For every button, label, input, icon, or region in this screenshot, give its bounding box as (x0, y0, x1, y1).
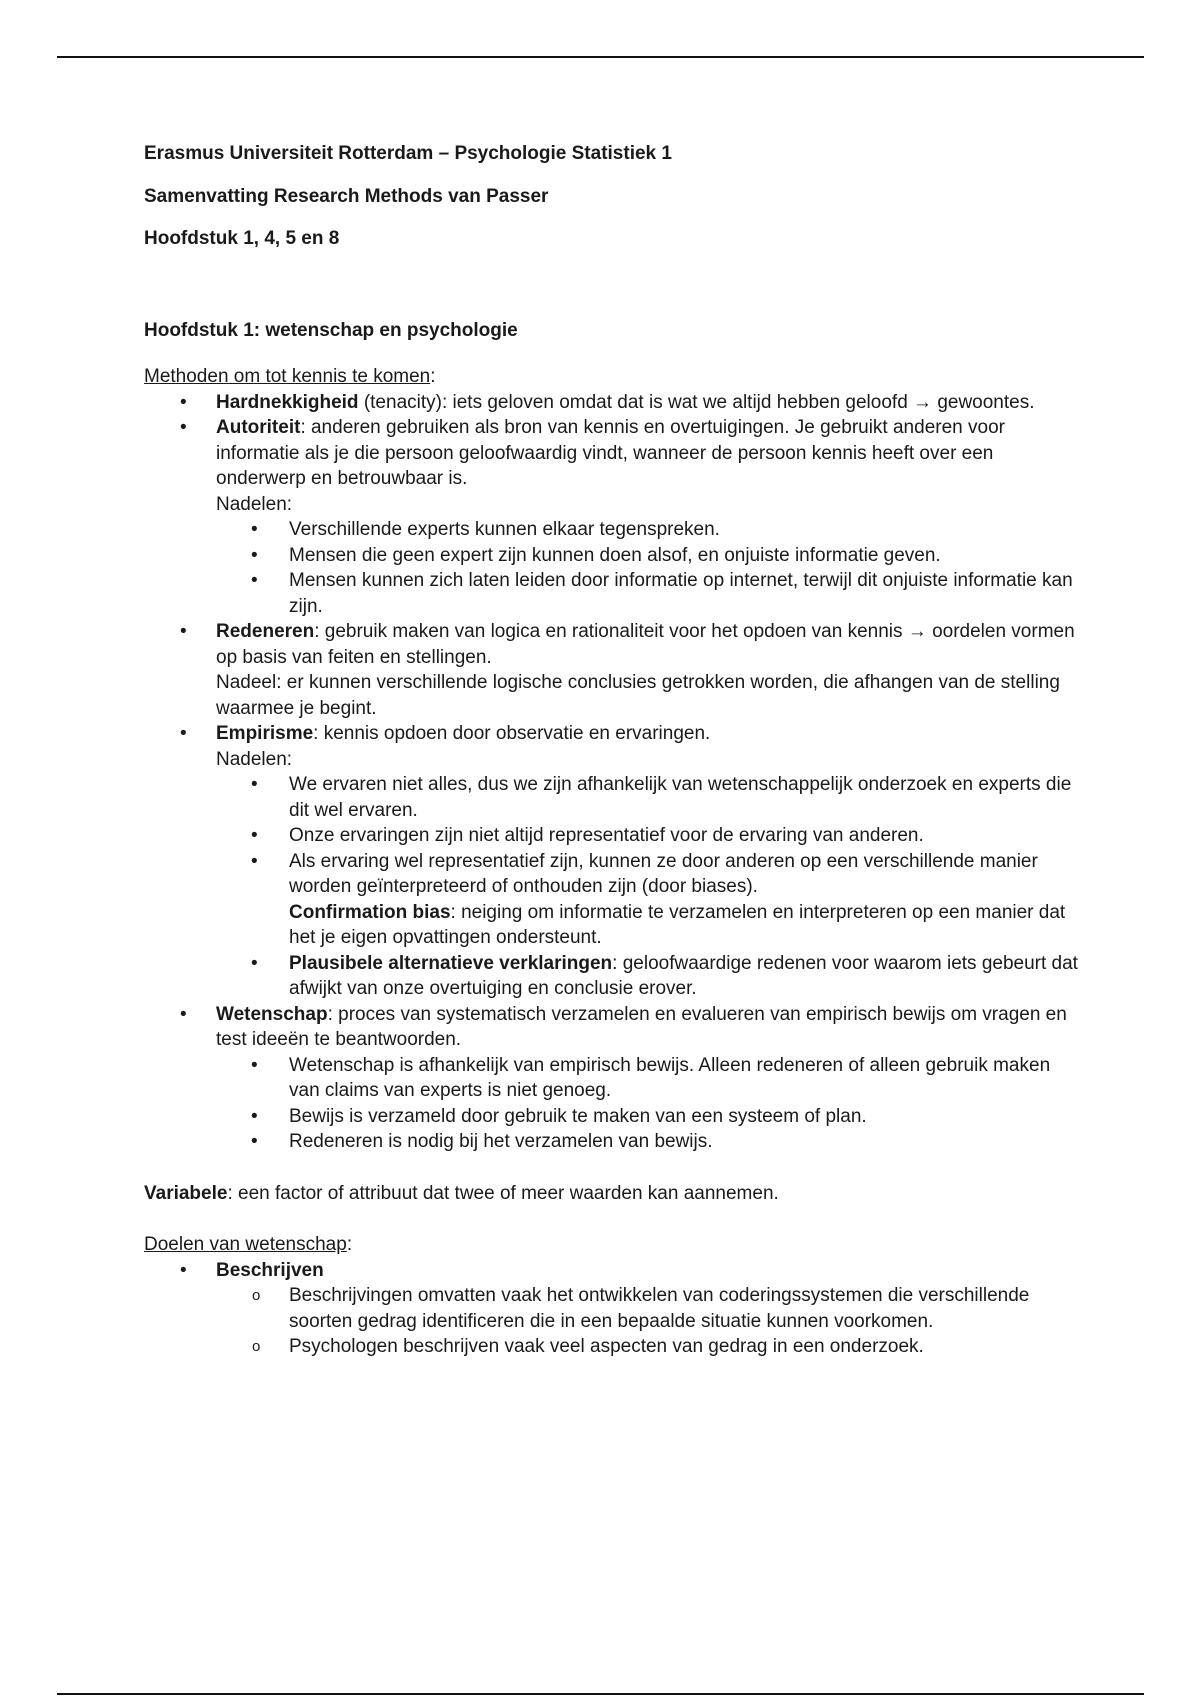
term-describe: Beschrijven (216, 1259, 324, 1281)
goals-heading-text: Doelen van wetenschap (144, 1234, 347, 1255)
text-plausible-alternatives: : geloofwaardige redenen voor waarom iets gebeurt dat afwijkt van onze overtuiging en conclusie erover. (289, 952, 1078, 999)
chapter-heading: Hoofdstuk 1: wetenschap en psychologie (144, 319, 518, 341)
list-item: • Verschillende experts kunnen elkaar tegenspreken. (216, 517, 1084, 543)
list-item (216, 849, 1084, 951)
empiricism-cons-label: Nadelen: (216, 748, 293, 770)
text-science: : proces van systematisch verzamelen en evalueren van empirisch bewijs om vragen en test ideeën te beantwoorden. (216, 1003, 1067, 1050)
term-confirmation-bias: Confirmation bias (289, 901, 451, 923)
methods-heading-text: Methoden om tot kennis te komen (144, 366, 431, 387)
list-item-describe (144, 1258, 1084, 1360)
term-authority: Autoriteit (216, 417, 301, 438)
list-item: o Beschrijvingen omvatten vaak het ontwikkelen van coderingssystemen die verschillende soorten gedrag identificeren die in een bepaalde situatie kunnen voorkomen. (216, 1283, 1084, 1334)
list-item: • Onze ervaringen zijn niet altijd representatief voor de ervaring van anderen. (216, 823, 1084, 849)
list-item: • Wetenschap is afhankelijk van empirisch bewijs. Alleen redeneren of alleen gebruik maken van claims van experts is niet genoeg. (216, 1053, 1084, 1104)
document-title-university: Erasmus Universiteit Rotterdam – Psychologie Statistiek 1 (144, 143, 672, 164)
document-body (144, 141, 1084, 1360)
term-reasoning: Redeneren (216, 621, 315, 642)
list-item: o Psychologen beschrijven vaak veel aspecten van gedrag in een onderzoek. (216, 1334, 1084, 1360)
list-item: • We ervaren niet alles, dus we zijn afhankelijk van wetenschappelijk onderzoek en experts die dit wel ervaren. (216, 772, 1084, 823)
methods-list (144, 390, 1084, 1155)
document-title-summary: Samenvatting Research Methods van Passer (144, 185, 549, 207)
authority-cons-list (216, 517, 1084, 619)
list-item: • Bewijs is verzameld door gebruik te maken van een systeem of plan. (216, 1104, 1084, 1130)
describe-points-list (216, 1283, 1084, 1360)
list-item-empiricism (144, 721, 1084, 1002)
text-authority: : anderen gebruiken als bron van kennis en overtuigingen. Je gebruikt anderen voor informatie als je die persoon geloofwaardig vindt, wanneer de persoon kennis heeft over een onderwerp en betrouwbaar is. (216, 417, 1005, 489)
science-points-list (216, 1053, 1084, 1155)
term-science: Wetenschap (216, 1003, 328, 1025)
empiricism-cons-list (216, 772, 1084, 1002)
list-item: • Mensen kunnen zich laten leiden door informatie op internet, terwijl dit onjuiste informatie kan zijn. (216, 568, 1084, 619)
list-item-science (144, 1002, 1084, 1155)
text-variable: : een factor of attribuut dat twee of meer waarden kan aannemen. (227, 1182, 779, 1204)
term-plausible-alternatives: Plausibele alternatieve verklaringen (289, 952, 613, 974)
text-confirmation-bias: : neiging om informatie te verzamelen en interpreteren op een manier dat het je eigen opvattingen ondersteunt. (289, 901, 1066, 948)
list-item-tenacity (144, 390, 1084, 416)
confirmation-bias-definition (289, 900, 1084, 951)
reasoning-con: Nadeel: er kunnen verschillende logische conclusies getrokken worden, die afhangen van de stelling waarmee je begint. (216, 672, 1060, 719)
text-tenacity: (tenacity): iets geloven omdat dat is wat we altijd hebben geloofd → gewoontes. (358, 391, 1035, 413)
term-variable: Variabele (144, 1182, 228, 1204)
methods-heading-colon: : (430, 366, 436, 387)
list-item-reasoning (144, 619, 1084, 721)
list-item-authority (144, 415, 1084, 619)
methods-heading (144, 364, 1084, 390)
document-title-chapters: Hoofdstuk 1, 4, 5 en 8 (144, 228, 340, 249)
spacer (144, 1206, 1084, 1232)
text-reasoning: : gebruik maken van logica en rationaliteit voor het opdoen van kennis → oordelen vormen op basis van feiten en stellingen. (216, 621, 1075, 668)
list-item (216, 951, 1084, 1002)
authority-cons-label: Nadelen: (216, 493, 293, 515)
goals-heading-colon: : (346, 1234, 353, 1255)
list-item: • Mensen die geen expert zijn kunnen doen alsof, en onjuiste informatie geven. (216, 543, 1084, 569)
text-empiricism: : kennis opdoen door observatie en ervaringen. (313, 723, 711, 744)
spacer (144, 1155, 1084, 1181)
term-tenacity: Hardnekkigheid (216, 391, 359, 413)
goals-heading (144, 1232, 1084, 1258)
list-item: • Redeneren is nodig bij het verzamelen van bewijs. (216, 1129, 1084, 1155)
variable-definition (144, 1181, 1084, 1207)
term-empiricism: Empirisme (216, 723, 314, 744)
bottom-rule (57, 1693, 1144, 1695)
empiricism-con3-text: Als ervaring wel representatief zijn, kunnen ze door anderen op een verschillende manier worden geïnterpreteerd of onthouden zijn (door biases). (289, 850, 1038, 897)
goals-list (144, 1258, 1084, 1360)
top-rule (57, 56, 1144, 58)
